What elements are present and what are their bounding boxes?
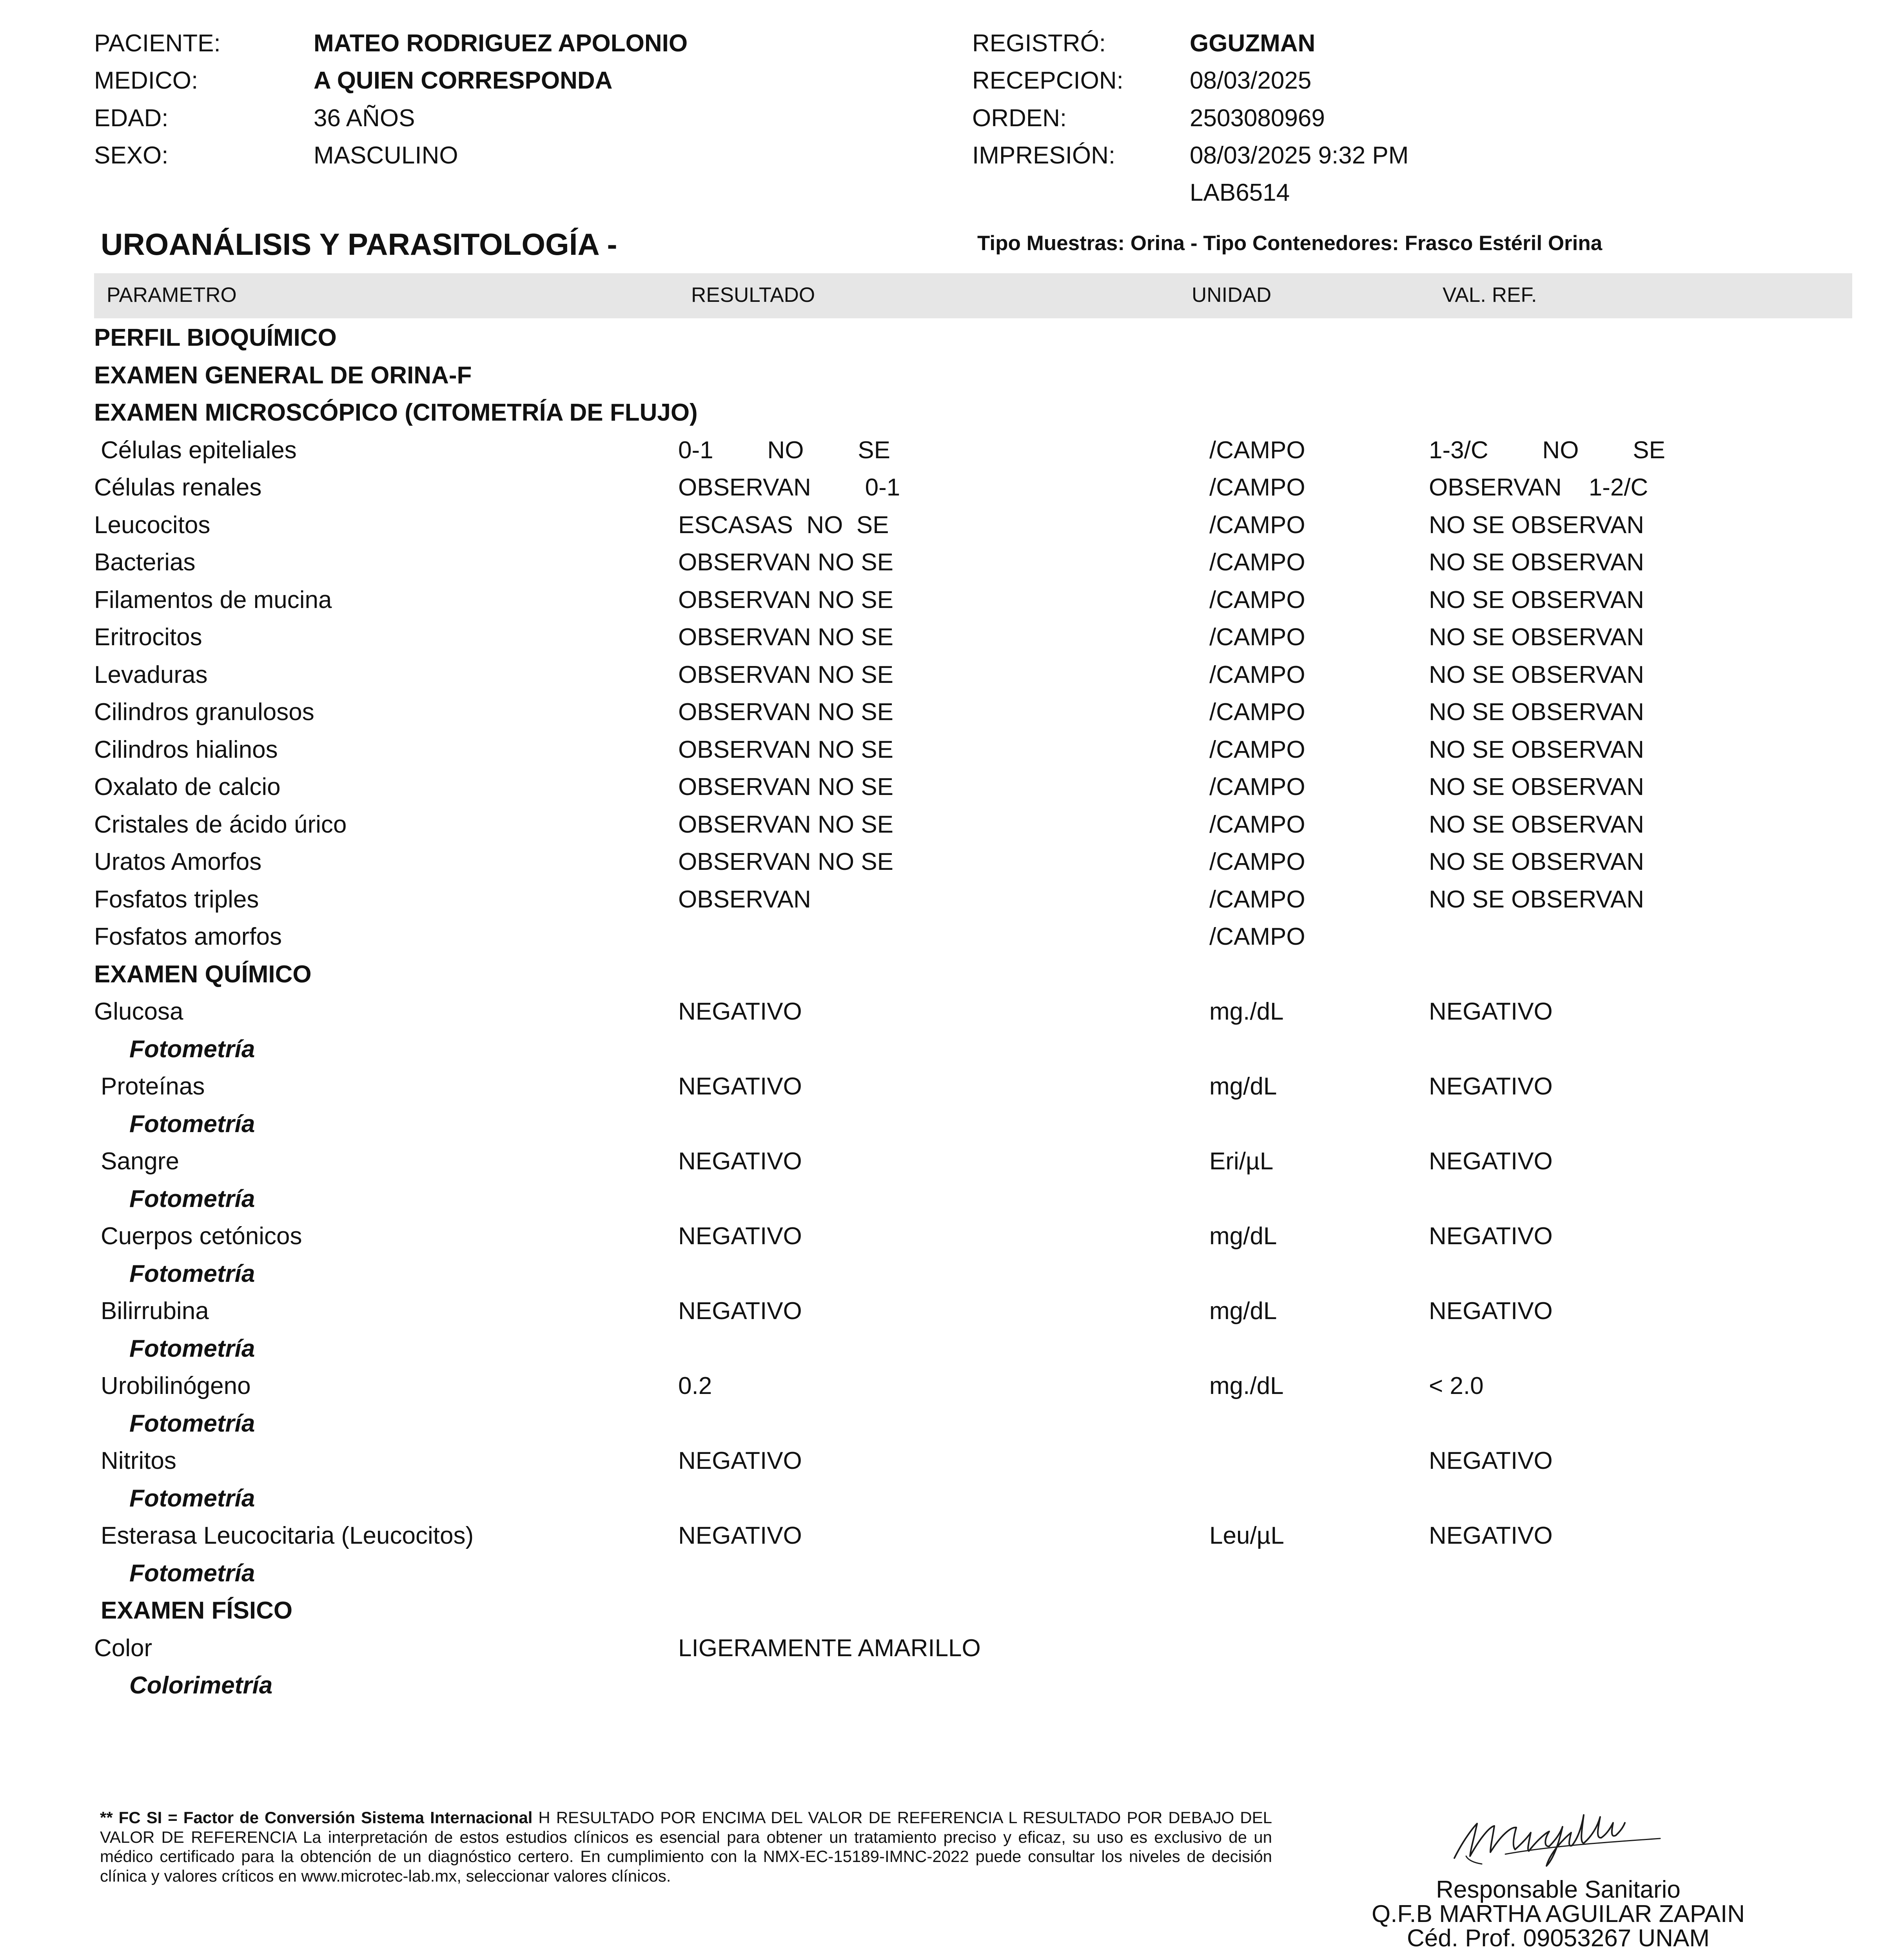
method-row xyxy=(0,1559,1893,1597)
parameter-name: Nitritos xyxy=(101,1447,176,1474)
unit-value: /CAMPO xyxy=(1209,886,1305,913)
result-value: NEGATIVO xyxy=(678,998,802,1025)
parameter-name: Oxalato de calcio xyxy=(94,773,281,800)
method-row xyxy=(0,1671,1893,1709)
method-row xyxy=(0,1110,1893,1148)
table-row xyxy=(0,661,1893,699)
table-row xyxy=(0,511,1893,549)
table-row xyxy=(0,811,1893,848)
table-row xyxy=(0,548,1893,586)
table-row xyxy=(0,1147,1893,1185)
reference-value: NEGATIVO xyxy=(1429,1447,1553,1474)
lab-code: LAB6514 xyxy=(1190,179,1290,206)
reference-value: NO SE OBSERVAN xyxy=(1429,661,1644,688)
result-value: OBSERVAN NO SE xyxy=(678,848,893,875)
result-value: NEGATIVO xyxy=(678,1522,802,1549)
table-row xyxy=(0,1447,1893,1485)
parameter-name: Cristales de ácido úrico xyxy=(94,811,347,838)
footnote-bold: ** FC SI = Factor de Conversión Sistema Internacional xyxy=(100,1808,533,1827)
result-value: OBSERVAN NO SE xyxy=(678,549,893,576)
unit-value: /CAMPO xyxy=(1209,549,1305,576)
report-title: UROANÁLISIS Y PARASITOLOGÍA - xyxy=(101,227,617,261)
column-header-unit: UNIDAD xyxy=(1192,283,1272,307)
table-row xyxy=(0,698,1893,736)
table-row xyxy=(0,1372,1893,1410)
reference-value: OBSERVAN 1-2/C xyxy=(1429,474,1648,501)
unit-value: /CAMPO xyxy=(1209,699,1305,726)
result-value: OBSERVAN NO SE xyxy=(678,661,893,688)
parameter-name: Leucocitos xyxy=(94,511,211,539)
result-value: 0-1 NO SE xyxy=(678,436,890,464)
method-row xyxy=(0,1485,1893,1522)
parameter-name: Proteínas xyxy=(101,1073,205,1100)
reference-value: NO SE OBSERVAN xyxy=(1429,624,1644,651)
parameter-name: Filamentos de mucina xyxy=(94,586,332,613)
unit-value: mg/dL xyxy=(1209,1223,1277,1250)
parameter-name: Sangre xyxy=(101,1148,179,1175)
age-value: 36 AÑOS xyxy=(314,105,415,132)
result-value: OBSERVAN NO SE xyxy=(678,736,893,763)
table-row xyxy=(0,998,1893,1035)
reference-value: NO SE OBSERVAN xyxy=(1429,586,1644,613)
table-row xyxy=(0,623,1893,661)
age-label: EDAD: xyxy=(94,105,169,132)
result-value: OBSERVAN NO SE xyxy=(678,811,893,838)
section-row xyxy=(0,361,1893,399)
unit-value: mg/dL xyxy=(1209,1298,1277,1325)
print-label: IMPRESIÓN: xyxy=(972,142,1116,169)
reference-value: NO SE OBSERVAN xyxy=(1429,811,1644,838)
table-row xyxy=(0,586,1893,624)
method-label: Fotometría xyxy=(129,1110,255,1138)
method-label: Fotometría xyxy=(129,1485,255,1512)
method-row xyxy=(0,1185,1893,1223)
method-label: Fotometría xyxy=(129,1335,255,1362)
unit-value: mg./dL xyxy=(1209,1372,1284,1399)
section-row xyxy=(0,960,1893,998)
footnote-text: H RESULTADO POR ENCIMA DEL VALOR DE REFERENCIA L RESULTADO POR DEBAJO DEL VALOR DE REFERENCIA La interpretación de estos estudios clínicos es esencial para obtener un tratamiento preciso y eficaz, su uso es exclusivo de un médico certificado para la obtención de un diagnóstico certero. En cumplimiento con la NMX-EC-15189-IMNC-2022 puede consultar los niveles de decisión clínica y valores críticos en www.microtec-lab.mx, seleccionar valores clínicos. xyxy=(100,1808,1272,1885)
reception-label: RECEPCION: xyxy=(972,67,1123,94)
result-value: OBSERVAN NO SE xyxy=(678,624,893,651)
unit-value: /CAMPO xyxy=(1209,736,1305,763)
table-row xyxy=(0,436,1893,474)
method-row xyxy=(0,1410,1893,1447)
sex-label: SEXO: xyxy=(94,142,169,169)
patient-label: PACIENTE: xyxy=(94,30,221,57)
parameter-name: Esterasa Leucocitaria (Leucocitos) xyxy=(101,1522,474,1549)
unit-value: /CAMPO xyxy=(1209,474,1305,501)
parameter-name: Color xyxy=(94,1634,152,1662)
method-label: Fotometría xyxy=(129,1185,255,1212)
method-label: Fotometría xyxy=(129,1035,255,1063)
reference-value: NEGATIVO xyxy=(1429,1223,1553,1250)
parameter-name: Eritrocitos xyxy=(94,624,202,651)
parameter-name: Glucosa xyxy=(94,998,183,1025)
method-label: Colorimetría xyxy=(129,1672,273,1699)
unit-value: /CAMPO xyxy=(1209,923,1305,950)
unit-value: mg/dL xyxy=(1209,1073,1277,1100)
footnote xyxy=(100,1808,1272,1886)
section-row xyxy=(0,324,1893,361)
section-row xyxy=(0,1597,1893,1634)
section-heading: EXAMEN FÍSICO xyxy=(101,1597,293,1624)
signature-block xyxy=(1333,1878,1784,1951)
parameter-name: Bacterias xyxy=(94,549,196,576)
column-header-result: RESULTADO xyxy=(691,283,815,307)
result-value: 0.2 xyxy=(678,1372,712,1399)
reception-value: 08/03/2025 xyxy=(1190,67,1312,94)
sex-value: MASCULINO xyxy=(314,142,458,169)
table-row xyxy=(0,1522,1893,1559)
unit-value: /CAMPO xyxy=(1209,661,1305,688)
signature-image xyxy=(1447,1780,1666,1870)
reference-value: NEGATIVO xyxy=(1429,1522,1553,1549)
result-value: OBSERVAN NO SE xyxy=(678,699,893,726)
result-value: OBSERVAN xyxy=(678,886,811,913)
unit-value: mg./dL xyxy=(1209,998,1284,1025)
table-row xyxy=(0,773,1893,811)
parameter-name: Cuerpos cetónicos xyxy=(101,1223,302,1250)
column-header-band xyxy=(94,273,1852,318)
unit-value: /CAMPO xyxy=(1209,586,1305,613)
sample-info: Tipo Muestras: Orina - Tipo Contenedores: Frasco Estéril Orina xyxy=(977,232,1603,255)
parameter-name: Urobilinógeno xyxy=(101,1372,251,1399)
table-row xyxy=(0,848,1893,886)
result-value: LIGERAMENTE AMARILLO xyxy=(678,1634,981,1662)
reference-value: NO SE OBSERVAN xyxy=(1429,773,1644,800)
unit-value: Leu/µL xyxy=(1209,1522,1284,1549)
result-value: ESCASAS NO SE xyxy=(678,511,889,539)
method-label: Fotometría xyxy=(129,1559,255,1587)
result-value: OBSERVAN 0-1 xyxy=(678,474,900,501)
table-row xyxy=(0,1073,1893,1110)
reference-value: NEGATIVO xyxy=(1429,998,1553,1025)
reference-value: < 2.0 xyxy=(1429,1372,1484,1399)
section-heading: EXAMEN GENERAL DE ORINA-F xyxy=(94,361,472,389)
patient-name: MATEO RODRIGUEZ APOLONIO xyxy=(314,30,688,57)
parameter-name: Células renales xyxy=(94,474,262,501)
signer-name: Q.F.B MARTHA AGUILAR ZAPAIN xyxy=(1371,1900,1745,1927)
unit-value: /CAMPO xyxy=(1209,511,1305,539)
unit-value: /CAMPO xyxy=(1209,848,1305,875)
result-value: NEGATIVO xyxy=(678,1148,802,1175)
parameter-name: Cilindros hialinos xyxy=(94,736,278,763)
registered-label: REGISTRÓ: xyxy=(972,30,1106,57)
column-header-parameter: PARAMETRO xyxy=(107,283,237,307)
reference-value: NEGATIVO xyxy=(1429,1073,1553,1100)
reference-value: NO SE OBSERVAN xyxy=(1429,848,1644,875)
column-header-reference: VAL. REF. xyxy=(1443,283,1537,307)
reference-value: NO SE OBSERVAN xyxy=(1429,699,1644,726)
doctor-label: MEDICO: xyxy=(94,67,198,94)
parameter-name: Fosfatos amorfos xyxy=(94,923,282,950)
method-row xyxy=(0,1260,1893,1298)
result-value: NEGATIVO xyxy=(678,1298,802,1325)
order-value: 2503080969 xyxy=(1190,105,1325,132)
reference-value: NEGATIVO xyxy=(1429,1298,1553,1325)
method-label: Fotometría xyxy=(129,1260,255,1287)
table-row xyxy=(0,923,1893,960)
reference-value: NO SE OBSERVAN xyxy=(1429,736,1644,763)
result-value: NEGATIVO xyxy=(678,1073,802,1100)
unit-value: /CAMPO xyxy=(1209,624,1305,651)
result-value: NEGATIVO xyxy=(678,1223,802,1250)
reference-value: NO SE OBSERVAN xyxy=(1429,549,1644,576)
section-heading: EXAMEN QUÍMICO xyxy=(94,960,312,988)
reference-value: 1-3/C NO SE xyxy=(1429,436,1665,464)
table-row xyxy=(0,1634,1893,1672)
reference-value: NO SE OBSERVAN xyxy=(1429,886,1644,913)
parameter-name: Levaduras xyxy=(94,661,208,688)
method-label: Fotometría xyxy=(129,1410,255,1437)
signer-license: Céd. Prof. 09053267 UNAM xyxy=(1407,1925,1710,1952)
parameter-name: Fosfatos triples xyxy=(94,886,259,913)
method-row xyxy=(0,1335,1893,1372)
parameter-name: Bilirrubina xyxy=(101,1298,209,1325)
print-value: 08/03/2025 9:32 PM xyxy=(1190,142,1409,169)
table-row xyxy=(0,886,1893,923)
section-heading: EXAMEN MICROSCÓPICO (CITOMETRÍA DE FLUJO) xyxy=(94,399,698,426)
result-value: NEGATIVO xyxy=(678,1447,802,1474)
parameter-name: Uratos Amorfos xyxy=(94,848,262,875)
table-row xyxy=(0,1222,1893,1260)
table-row xyxy=(0,736,1893,773)
section-heading: PERFIL BIOQUÍMICO xyxy=(94,324,337,351)
results-table xyxy=(0,324,1893,1709)
registered-value: GGUZMAN xyxy=(1190,30,1316,57)
result-value: OBSERVAN NO SE xyxy=(678,773,893,800)
reference-value: NO SE OBSERVAN xyxy=(1429,511,1644,539)
signer-role: Responsable Sanitario xyxy=(1436,1876,1681,1903)
method-row xyxy=(0,1035,1893,1073)
doctor-name: A QUIEN CORRESPONDA xyxy=(314,67,613,94)
order-label: ORDEN: xyxy=(972,105,1067,132)
unit-value: /CAMPO xyxy=(1209,436,1305,464)
table-row xyxy=(0,1297,1893,1335)
section-row xyxy=(0,399,1893,436)
table-row xyxy=(0,474,1893,511)
unit-value: /CAMPO xyxy=(1209,773,1305,800)
unit-value: /CAMPO xyxy=(1209,811,1305,838)
reference-value: NEGATIVO xyxy=(1429,1148,1553,1175)
parameter-name: Células epiteliales xyxy=(101,436,297,464)
parameter-name: Cilindros granulosos xyxy=(94,699,314,726)
unit-value: Eri/µL xyxy=(1209,1148,1274,1175)
result-value: OBSERVAN NO SE xyxy=(678,586,893,613)
